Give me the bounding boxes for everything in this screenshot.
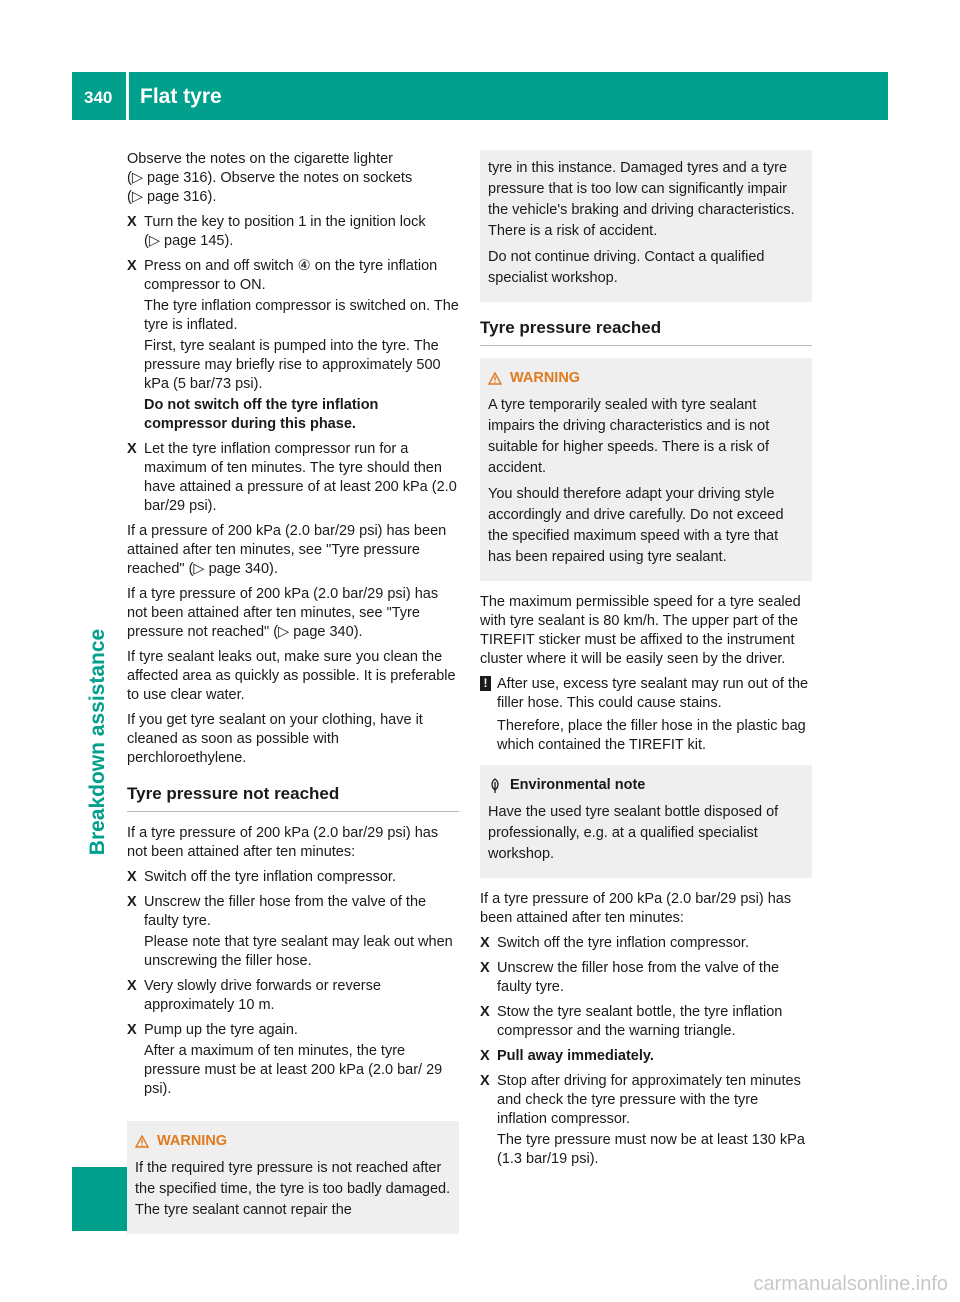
step-item bbox=[127, 440, 459, 516]
step-arrow-icon: X bbox=[127, 894, 137, 910]
step-result: Please note that tyre sealant may leak out when unscrewing the filler hose. bbox=[144, 934, 453, 969]
step-text: Press on and off switch ④ on the tyre inflation bbox=[144, 258, 438, 274]
body-paragraph: If you get tyre sealant on your clothing, have it cleaned as soon as possible with perchloroethylene. bbox=[127, 712, 423, 766]
step-text: Very slowly drive forwards or reverse approximately 10 m. bbox=[144, 978, 381, 1013]
step-item bbox=[127, 977, 459, 1015]
step-arrow-icon: X bbox=[127, 869, 137, 885]
step-text: Unscrew the filler hose from the valve of the faulty tyre. bbox=[497, 960, 780, 995]
warning-title bbox=[135, 1131, 451, 1152]
environmental-note-title-text: Environmental note bbox=[510, 777, 646, 793]
step-arrow-icon: X bbox=[127, 1022, 137, 1038]
warning-title bbox=[488, 368, 804, 389]
step-text: Pull away immediately. bbox=[497, 1048, 654, 1064]
watermark: carmanualsonline.info bbox=[753, 1273, 948, 1295]
chapter-side-label bbox=[74, 628, 122, 856]
step-caution: Do not switch off the tyre inflation compressor during this phase. bbox=[144, 397, 379, 432]
chapter-tab bbox=[72, 1167, 128, 1231]
body-paragraph: The maximum permissible speed for a tyre sealed with tyre sealant is 80 km/h. The upper part of the TIREFIT sticker must be affixed to the instrument cluster where it will be easily seen by the driver. bbox=[480, 594, 801, 667]
step-text: compressor to ON. bbox=[144, 277, 266, 293]
intro-line: Observe the notes on the cigarette lighter bbox=[127, 151, 393, 167]
step-item bbox=[127, 893, 459, 971]
environmental-note-text: Have the used tyre sealant bottle disposed of professionally, e.g. at a qualified specialist workshop. bbox=[488, 804, 779, 862]
step-arrow-icon: X bbox=[127, 258, 137, 274]
step-item bbox=[480, 1072, 812, 1169]
section-title: Tyre pressure reached bbox=[480, 318, 812, 346]
intro-line: (▷ page 316). bbox=[127, 189, 217, 205]
page-number: 340 bbox=[84, 88, 113, 107]
warning-text: You should therefore adapt your driving style accordingly and drive carefully. Do not exceed the specified maximum speed with a tyre that has been repaired using tyre sealant. bbox=[488, 486, 784, 565]
step-text: Turn the key to position 1 in the ignition lock bbox=[144, 214, 426, 230]
body-paragraph: If a pressure of 200 kPa (2.0 bar/29 psi) has been attained after ten minutes, see "Tyre pressure reached" (▷ page 340). bbox=[127, 523, 447, 577]
warning-text: If the required tyre pressure is not reached after the specified time, the tyre is too badly damaged. The tyre sealant cannot repair the bbox=[135, 1160, 451, 1218]
step-arrow-icon: X bbox=[127, 441, 137, 457]
environmental-note-box bbox=[480, 765, 812, 878]
warning-box-continued bbox=[480, 150, 812, 302]
step-text: Switch off the tyre inflation compressor. bbox=[497, 935, 749, 951]
warning-triangle-icon bbox=[488, 372, 502, 385]
section-intro: If a tyre pressure of 200 kPa (2.0 bar/29 psi) has not been attained after ten minutes: bbox=[127, 825, 439, 860]
step-text: (▷ page 145). bbox=[144, 233, 234, 249]
step-text: Let the tyre inflation compressor run for a maximum of ten minutes. The tyre should then have attained a pressure of at least 200 kPa (2.0 bar/29 psi). bbox=[144, 441, 457, 514]
notice-item bbox=[480, 675, 812, 755]
step-item bbox=[480, 959, 812, 997]
page-title: Flat tyre bbox=[140, 85, 222, 108]
step-result: First, tyre sealant is pumped into the tyre. The pressure may briefly rise to approximately 500 kPa (5 bar/73 psi). bbox=[144, 338, 441, 392]
step-item bbox=[480, 1003, 812, 1041]
right-column bbox=[480, 150, 812, 1175]
step-item bbox=[480, 934, 812, 953]
step-arrow-icon: X bbox=[127, 214, 137, 230]
section-title: Tyre pressure not reached bbox=[127, 784, 459, 812]
warning-box bbox=[127, 1121, 459, 1234]
left-column bbox=[127, 150, 459, 1246]
warning-box bbox=[480, 358, 812, 581]
chapter-side-label-text: Breakdown assistance bbox=[86, 628, 109, 856]
notice-text: Therefore, place the filler hose in the plastic bag which contained the TIREFIT kit. bbox=[497, 718, 806, 753]
step-text: Stow the tyre sealant bottle, the tyre inflation compressor and the warning triangle. bbox=[497, 1004, 783, 1039]
body-paragraph: If a tyre pressure of 200 kPa (2.0 bar/29 psi) has not been attained after ten minutes, see "Tyre pressure not reached" (▷ page 340). bbox=[127, 586, 439, 640]
step-result: After a maximum of ten minutes, the tyre pressure must be at least 200 kPa (2.0 bar/ 29 psi). bbox=[144, 1043, 443, 1097]
step-arrow-icon: X bbox=[480, 1073, 490, 1089]
intro-paragraph bbox=[127, 150, 459, 207]
step-item bbox=[127, 257, 459, 434]
warning-text: A tyre temporarily sealed with tyre sealant impairs the driving characteristics and is not suitable for higher speeds. There is a risk of accident. bbox=[488, 397, 770, 476]
notice-text: After use, excess tyre sealant may run out of the filler hose. This could cause stains. bbox=[497, 676, 809, 711]
step-text: Unscrew the filler hose from the valve of the faulty tyre. bbox=[144, 894, 427, 929]
step-text: Stop after driving for approximately ten minutes and check the tyre pressure with the tyre inflation compressor. bbox=[497, 1073, 801, 1127]
step-result: The tyre pressure must now be at least 130 kPa (1.3 bar/19 psi). bbox=[497, 1132, 805, 1167]
header-divider bbox=[126, 72, 129, 120]
intro-line: (▷ page 316). Observe the notes on sockets bbox=[127, 170, 413, 186]
step-result: The tyre inflation compressor is switched on. The tyre is inflated. bbox=[144, 298, 459, 333]
body-paragraph: If a tyre pressure of 200 kPa (2.0 bar/29 psi) has been attained after ten minutes: bbox=[480, 891, 792, 926]
leaf-icon bbox=[488, 778, 502, 794]
step-arrow-icon: X bbox=[480, 960, 490, 976]
step-item bbox=[127, 868, 459, 887]
warning-title-text: WARNING bbox=[157, 1133, 228, 1149]
environmental-note-title bbox=[488, 775, 804, 796]
warning-text: tyre in this instance. Damaged tyres and a tyre pressure that is too low can significantly impair the vehicle's braking and driving characteristics. There is a risk of accident. bbox=[488, 160, 795, 239]
step-arrow-icon: X bbox=[480, 1004, 490, 1020]
step-arrow-icon: X bbox=[127, 978, 137, 994]
warning-triangle-icon bbox=[135, 1135, 149, 1148]
step-item bbox=[127, 213, 459, 251]
notice-exclamation-icon: ! bbox=[480, 676, 491, 691]
step-text: Pump up the tyre again. bbox=[144, 1022, 298, 1038]
body-paragraph: If tyre sealant leaks out, make sure you clean the affected area as quickly as possible. It is preferable to use clear water. bbox=[127, 649, 456, 703]
warning-text: Do not continue driving. Contact a qualified specialist workshop. bbox=[488, 249, 765, 286]
warning-title-text: WARNING bbox=[510, 370, 581, 386]
step-item bbox=[480, 1047, 812, 1066]
step-text: Switch off the tyre inflation compressor. bbox=[144, 869, 396, 885]
step-arrow-icon: X bbox=[480, 935, 490, 951]
step-arrow-icon: X bbox=[480, 1048, 490, 1064]
step-item bbox=[127, 1021, 459, 1099]
